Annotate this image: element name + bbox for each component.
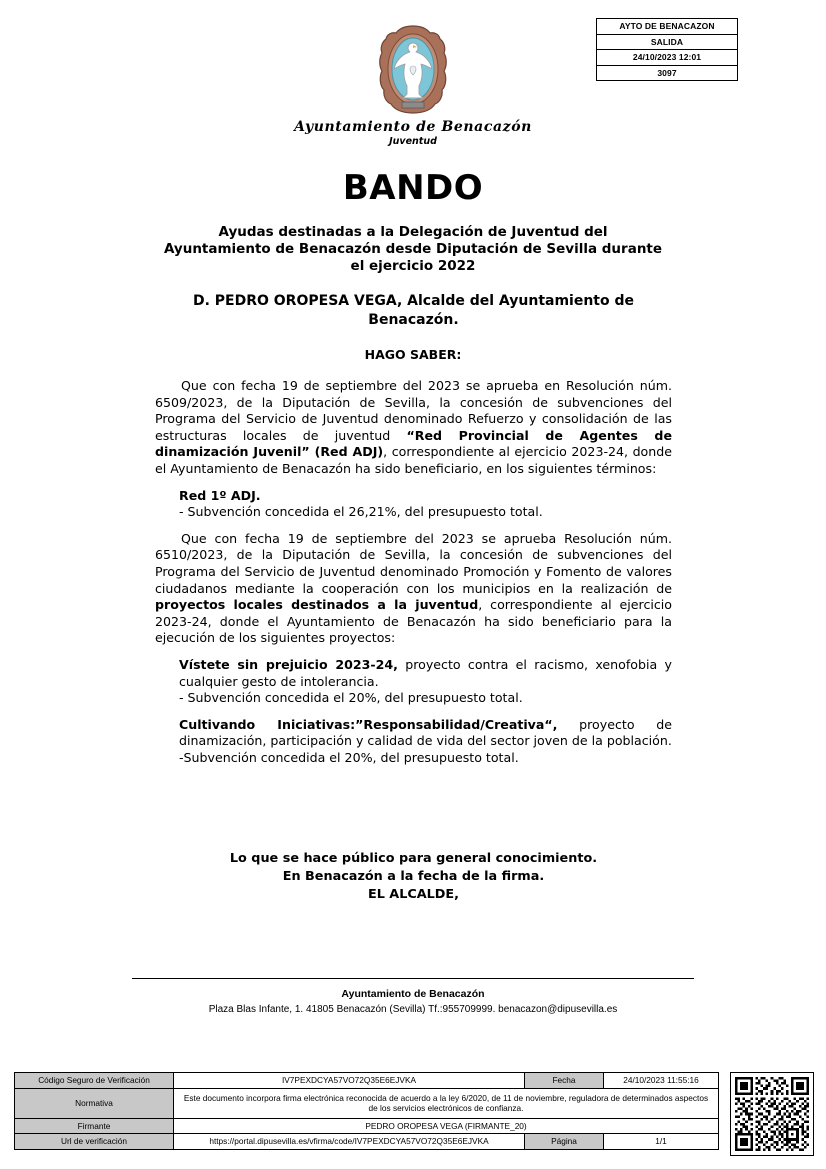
item-vistete-sin-prejuicio — [155, 657, 672, 707]
table-row — [15, 1134, 719, 1150]
item-cultivando-iniciativas — [155, 717, 672, 767]
item-vistete-heading: Vístete sin prejuicio 2023-24, — [179, 656, 398, 672]
fecha-value: 24/10/2023 11:55:16 — [604, 1073, 719, 1089]
closing-line-2: En Benacazón a la fecha de la firma. — [282, 869, 545, 884]
pagina-value: 1/1 — [604, 1134, 719, 1150]
item-red-1-adj-heading: Red 1º ADJ. — [179, 487, 261, 503]
item-vistete-subsidy: - Subvención concedida el 20%, del presupuesto total. — [179, 690, 523, 706]
organization-name: Ayuntamiento de Benacazón — [294, 119, 532, 135]
page-title: BANDO — [342, 168, 484, 208]
organization-department: Juventud — [389, 136, 437, 147]
qr-code-icon[interactable] — [730, 1072, 814, 1156]
table-row — [15, 1118, 719, 1134]
paragraph-resolution-6510 — [155, 531, 672, 647]
firmante-value: PEDRO OROPESA VEGA (FIRMANTE_20) — [174, 1118, 719, 1134]
stamp-row-entity: AYTO DE BENACAZON — [597, 19, 737, 35]
mayor-declaration-line: D. PEDRO OROPESA VEGA, Alcalde del Ayuntamiento de Benacazón. — [192, 293, 635, 328]
crest-container — [0, 24, 826, 120]
stamp-row-datetime: 24/10/2023 12:01 — [597, 50, 737, 66]
item-cultivando-heading: Cultivando Iniciativas:”Responsabilidad/Creativa“, — [179, 716, 558, 732]
csv-value: IV7PEXDCYA57VO72Q35E6EJVKA — [174, 1073, 525, 1089]
p2-text-b: , correspondiente al ejercicio 2023-24, donde el Ayuntamiento de Benacazón ha sido beneficiario para la ejecución de los siguientes proyectos: — [155, 597, 672, 646]
footer-address: Plaza Blas Infante, 1. 41805 Benacazón (Sevilla) Tf.:955709999. benacazon@dipusevilla.es — [208, 1004, 618, 1015]
paragraph-resolution-6509 — [155, 378, 672, 478]
normativa-label: Normativa — [15, 1088, 174, 1118]
fecha-label: Fecha — [525, 1073, 604, 1089]
url-value[interactable]: https://portal.dipusevilla.es/vfirma/code/IV7PEXDCYA57VO72Q35E6EJVKA — [174, 1134, 525, 1150]
closing-line-1: Lo que se hace público para general conocimiento. — [229, 851, 598, 866]
p2-text-a: Que con fecha 19 de septiembre del 2023 se aprueba Resolución núm. 6510/2023, de la Diputación de Sevilla, la concesión de subvenciones del Programa del Servicio de Juventud denominado Promoción y Fomento de valores ciudadanos mediante la cooperación con los municipios en la realización de — [155, 530, 672, 596]
table-row — [15, 1088, 719, 1118]
firmante-label: Firmante — [15, 1118, 174, 1134]
p1-bold-red-adj: “Red Provincial de Agentes de dinamización Juvenil” (Red ADJ) — [155, 427, 672, 460]
declaration-heading: HAGO SABER: — [364, 347, 462, 362]
stamp-row-number: 3097 — [657, 67, 677, 78]
closing-block — [155, 850, 672, 904]
p1-text-a: Que con fecha 19 de septiembre del 2023 se aprueba en Resolución núm. 6509/2023, de la Diputación de Sevilla, la concesión de subvenciones del Programa del Servicio de Juventud denominado Refuerzo y consolidación de las estructuras locales de juventud — [155, 378, 672, 443]
item-red-1-adj-subsidy: - Subvención concedida el 26,21%, del presupuesto total. — [179, 504, 543, 520]
verification-table — [14, 1072, 719, 1150]
footer-organization: Ayuntamiento de Benacazón — [341, 988, 485, 1000]
url-label: Url de verificación — [15, 1134, 174, 1150]
p2-bold-proyectos-locales: proyectos locales destinados a la juventud — [155, 597, 479, 613]
closing-line-3: EL ALCALDE, — [367, 887, 460, 902]
table-row — [15, 1073, 719, 1089]
p1-text-b: , correspondiente al ejercicio 2023-24, donde el Ayuntamiento de Benacazón ha sido beneficiario, en los siguientes términos: — [155, 444, 672, 476]
document-body — [155, 378, 672, 776]
item-red-1-adj — [155, 488, 672, 521]
stamp-row-type: SALIDA — [597, 35, 737, 51]
document-subtitle: Ayudas destinadas a la Delegación de Juventud del Ayuntamiento de Benacazón desde Diputación de Sevilla durante el ejercicio 2022 — [163, 224, 663, 274]
item-cultivando-text: proyecto de dinamización, participación y calidad de vida del sector joven de la población. — [179, 716, 672, 749]
item-vistete-text: proyecto contra el racismo, xenofobia y cualquier gesto de intolerancia. — [179, 656, 672, 689]
item-cultivando-subsidy: -Subvención concedida el 20%, del presupuesto total. — [179, 749, 519, 765]
coat-of-arms-icon — [377, 24, 449, 116]
pagina-label: Página — [525, 1134, 604, 1150]
normativa-value: Este documento incorpora firma electrónica reconocida de acuerdo a la ley 6/2020, de 11 de noviembre, reguladora de determinados aspectos de los servicios electrónicos de confianza. — [174, 1088, 719, 1118]
footer-divider — [132, 978, 694, 979]
csv-label: Código Seguro de Verificación — [15, 1073, 174, 1089]
